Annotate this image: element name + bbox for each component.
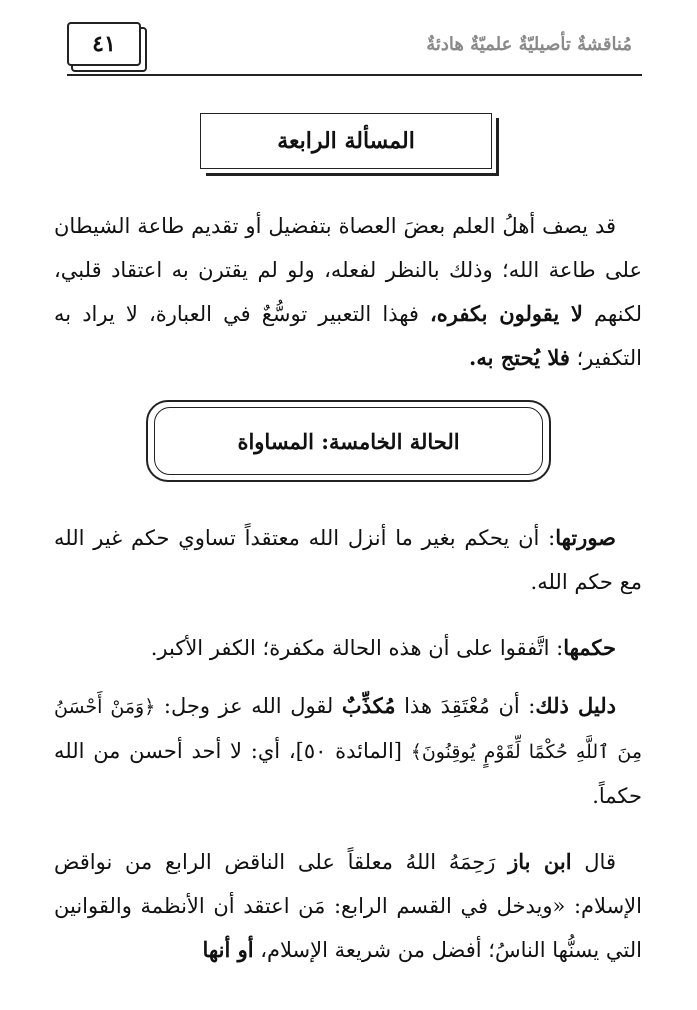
para5-bold-1: ابن باز <box>508 849 572 874</box>
paragraph-3 <box>54 626 642 670</box>
case-title: الحالة الخامسة: المساواة <box>154 407 543 475</box>
para4-bold-1: دليل ذلك <box>535 693 617 718</box>
para4-text-2: لقول الله عز وجل: <box>155 694 342 718</box>
para1-bold-1: لا يقولون بكفره، <box>430 301 583 326</box>
paragraph-4 <box>54 684 642 818</box>
para5-text-2: رَحِمَهُ اللهُ معلقاً على الناقض الرابع من نواقض الإسلام: «ويدخل في القسم الرابع: مَن اعتقد أن الأنظمة والقوانين التي يسنُّها الناسُ؛ أفضل من شريعة الإسلام، <box>54 850 642 962</box>
issue-title: المسألة الرابعة <box>200 113 492 169</box>
para1-bold-2: فلا يُحتج به. <box>469 345 570 370</box>
para4-text-1: : أن مُعْتَقِدَ هذا <box>395 694 536 718</box>
para1-text-2: فهذا التعبير توسُّعٌ في العبارة، لا يراد به التكفير؛ <box>54 302 642 370</box>
running-title: مُناقشةٌ تأصيليّةٌ علميّةٌ هادئةٌ <box>426 34 632 55</box>
paragraph-1 <box>54 204 642 380</box>
paragraph-5 <box>54 840 642 972</box>
case-title-box <box>146 400 551 482</box>
quran-verse: ﴿وَمَنْ أَحْسَنُ مِنَ ٱللَّهِ حُكْمًا لِّقَوْمٍ يُوقِنُونَ﴾ <box>54 696 643 763</box>
para4-bold-2: مُكذِّبٌ <box>341 693 396 718</box>
paragraph-2 <box>54 516 642 604</box>
para2-text-1: : أن يحكم بغير ما أنزل الله معتقداً تساوي حكم غير الله مع حكم الله. <box>54 526 642 594</box>
para5-text-1: قال <box>571 850 616 874</box>
para2-bold-1: صورتها <box>555 525 616 550</box>
page-number-box <box>67 22 143 68</box>
para3-bold-1: حكمها <box>563 635 616 660</box>
page-number: ٤١ <box>67 22 141 66</box>
issue-title-box <box>200 113 496 173</box>
para1-text-1: قد يصف أهلُ العلم بعضَ العصاة بتفضيل أو تقديم طاعة الشيطان على طاعة الله؛ وذلك بالنظر لفعله، ولو لم يقترن به اعتقاد قلبي، لكنهم <box>54 214 642 326</box>
para5-bold-2: أو أنها <box>202 937 254 962</box>
header-divider <box>67 74 642 76</box>
para3-text-1: : اتَّفقوا على أن هذه الحالة مكفرة؛ الكفر الأكبر. <box>150 636 564 660</box>
para4-text-3: [المائدة ٥٠]، أي: لا أحد أحسن من الله حكماً. <box>54 739 642 808</box>
